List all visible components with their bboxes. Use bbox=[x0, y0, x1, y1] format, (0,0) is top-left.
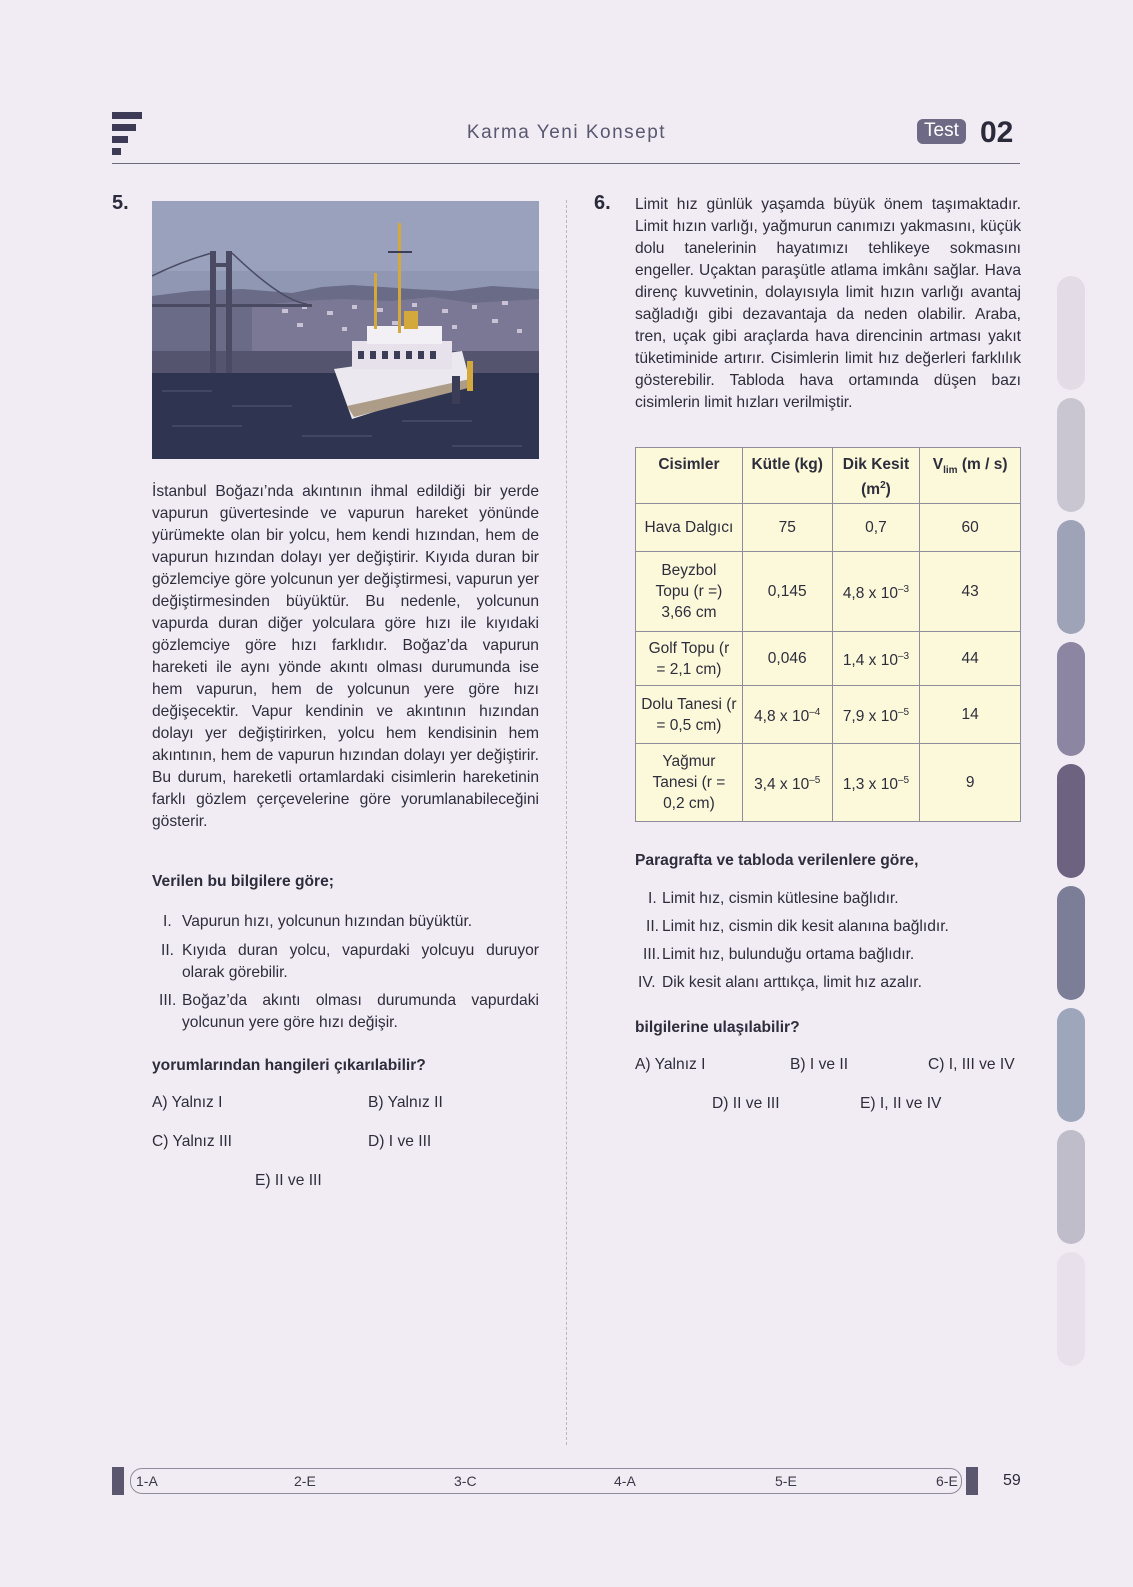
table-row bbox=[636, 504, 1021, 552]
table-header bbox=[920, 448, 1021, 504]
q6-option-d[interactable]: D) II ve III bbox=[712, 1095, 780, 1112]
table-cell-text: 4,8 x 10 bbox=[842, 585, 898, 603]
table-cell: Beyzbol Topu (r =) 3,66 cm bbox=[636, 552, 743, 632]
section-tab[interactable] bbox=[1057, 1252, 1085, 1366]
page-number: 59 bbox=[1003, 1472, 1021, 1489]
table-cell bbox=[832, 552, 920, 632]
q5-statement-3: Boğaz’da akıntı olması durumunda vapurdaki yolcunun yere göre hızı değişir. bbox=[182, 992, 539, 1031]
table-cell-text: 1,4 x 10 bbox=[842, 652, 898, 670]
q6-statement-1-num: I. bbox=[648, 890, 657, 907]
table-cell: 44 bbox=[920, 632, 1021, 686]
table-cell: 0,145 bbox=[742, 552, 832, 632]
column-divider bbox=[566, 200, 567, 1445]
table-header-unit: (m / s) bbox=[961, 456, 1008, 473]
table-header: Dik Kesit $(m^2)$ bbox=[832, 448, 920, 504]
q5-statement-1-num: I. bbox=[163, 913, 172, 930]
q6-statement-3: Limit hız, bulunduğu ortama bağlıdır. bbox=[662, 946, 915, 963]
q5-statement-3-num: III. bbox=[159, 992, 177, 1009]
exponent: –5 bbox=[897, 706, 910, 718]
table-cell-text: 4,8 x 10 bbox=[754, 708, 810, 726]
q5-option-a[interactable]: A) Yalnız I bbox=[152, 1094, 223, 1111]
q5-option-e[interactable]: E) II ve III bbox=[255, 1172, 322, 1189]
q5-statement-1: Vapurun hızı, yolcunun hızından büyüktür. bbox=[182, 913, 473, 930]
exponent: –3 bbox=[897, 650, 910, 662]
answer-item: 2-E bbox=[294, 1473, 316, 1489]
q5-statement-2-num: II. bbox=[161, 942, 174, 959]
table-row bbox=[636, 632, 1021, 686]
section-tab[interactable] bbox=[1057, 1130, 1085, 1244]
q6-lead: Paragrafta ve tabloda verilenlere göre, bbox=[635, 852, 919, 869]
table-cell: Golf Topu (r = 2,1 cm) bbox=[636, 632, 743, 686]
section-tab[interactable] bbox=[1057, 642, 1085, 756]
q5-option-d[interactable]: D) I ve III bbox=[368, 1133, 432, 1150]
q5-question: yorumlarından hangileri çıkarılabilir? bbox=[152, 1057, 426, 1074]
header-divider bbox=[112, 163, 1020, 164]
question-number: 5. bbox=[112, 192, 129, 214]
ferry-bridge-photo bbox=[152, 201, 539, 459]
table-header: Cisimler bbox=[636, 448, 743, 504]
table-header-sub: lim bbox=[943, 465, 958, 477]
table-cell-text: 7,9 x 10 bbox=[842, 708, 898, 726]
q5-option-c[interactable]: C) Yalnız III bbox=[152, 1133, 233, 1150]
table-cell bbox=[832, 686, 920, 744]
limit-speed-table bbox=[635, 447, 1021, 822]
table-cell: 60 bbox=[920, 504, 1021, 552]
q6-option-e[interactable]: E) I, II ve IV bbox=[860, 1095, 942, 1112]
table-header-text: V bbox=[932, 456, 944, 473]
table-cell: 0,046 bbox=[742, 632, 832, 686]
table-cell bbox=[832, 632, 920, 686]
q6-paragraph: Limit hız günlük yaşamda büyük önem taşımaktadır. Limit hızın varlığı, yağmurun canımızı yakmasını, küçük dolu tanelerinin hayatımızı tehlikeye sokmasını engeller. Uçaktan paraşütle atlama imkânı sağlar. Hava direnç kuvvetinin, dolayısıyla limit hızın varlığı avantaj sağladığı gibi dezavantaja da neden olabilir. Araba, tren, uçak gibi araçlarda hava direncinin artması yakıt tüketiminide artırır. Cisimlerin limit hız değerleri farklılık gösterebilir. Tabloda hava ortamında düşen bazı cisimlerin limit hızları verilmiştir. bbox=[635, 196, 1021, 411]
q6-question: bilgilerine ulaşılabilir? bbox=[635, 1019, 800, 1036]
q6-statement-3-num: III. bbox=[643, 946, 661, 963]
q6-statement-2-num: II. bbox=[646, 918, 659, 935]
table-cell bbox=[742, 686, 832, 744]
table-cell: 0,7 bbox=[832, 504, 920, 552]
q5-lead: Verilen bu bilgilere göre; bbox=[152, 873, 334, 890]
table-cell: 9 bbox=[920, 744, 1021, 822]
page-title: Karma Yeni Konsept bbox=[466, 122, 667, 143]
section-tab[interactable] bbox=[1057, 398, 1085, 512]
q6-statement-2: Limit hız, cismin dik kesit alanına bağlıdır. bbox=[662, 918, 949, 935]
table-header-text: Dik Kesit (m bbox=[842, 456, 910, 499]
section-tab[interactable] bbox=[1057, 764, 1085, 878]
q5-statement-2: Kıyıda duran yolcu, vapurdaki yolcuyu duruyor olarak görebilir. bbox=[182, 942, 539, 981]
table-cell bbox=[832, 744, 920, 822]
table-row bbox=[636, 686, 1021, 744]
exponent: –4 bbox=[809, 706, 821, 718]
q6-statement-1: Limit hız, cismin kütlesine bağlıdır. bbox=[662, 890, 899, 907]
exponent: –5 bbox=[809, 774, 821, 786]
table-cell: Yağmur Tanesi (r = 0,2 cm) bbox=[636, 744, 743, 822]
test-badge: Test bbox=[917, 119, 966, 144]
q6-statement-4-num: IV. bbox=[638, 974, 656, 991]
q6-option-b[interactable]: B) I ve II bbox=[790, 1056, 849, 1073]
q5-option-b[interactable]: B) Yalnız II bbox=[368, 1094, 443, 1111]
section-tab[interactable] bbox=[1057, 520, 1085, 634]
answer-item: 4-A bbox=[614, 1473, 636, 1489]
table-header: Kütle (kg) bbox=[742, 448, 832, 504]
exponent: –3 bbox=[897, 583, 910, 595]
section-tab[interactable] bbox=[1057, 276, 1085, 390]
table-row bbox=[636, 552, 1021, 632]
answer-item: 1-A bbox=[136, 1473, 158, 1489]
answer-key bbox=[112, 1467, 994, 1495]
table-cell-text: 1,3 x 10 bbox=[842, 776, 898, 794]
table-cell: Dolu Tanesi (r = 0,5 cm) bbox=[636, 686, 743, 744]
q6-option-c[interactable]: C) I, III ve IV bbox=[928, 1056, 1015, 1073]
section-tab[interactable] bbox=[1057, 886, 1085, 1000]
table-cell: Hava Dalgıcı bbox=[636, 504, 743, 552]
exponent: –5 bbox=[897, 774, 910, 786]
table-cell bbox=[742, 744, 832, 822]
answer-key-box bbox=[130, 1468, 962, 1494]
question-number: 6. bbox=[594, 192, 611, 214]
table-cell-text: 3,4 x 10 bbox=[754, 776, 810, 794]
q5-paragraph: İstanbul Boğazı’nda akıntının ihmal edildiği bir yerde vapurun güvertesinde ve vapurun hareket yönünde yürümekte olan bir yolcu, hem kendi hızından, hem de vapurun hızından dolayı yer değiştirir. Kıyıda duran bir gözlemciye göre yolcunun yer değiştirmesi, vapurun yer değiştirmesinden büyüktür. Bu nedenle, yolcunun vapurda duran diğer yolculara göre hızı ile kıyıdaki gözlemciye göre hızı farklıdır. Boğaz’da vapurun hareketi ile aynı yönde akıntı olması durumunda ise hem vapurun, hem de yolcunun yere göre hızı değişecektir. Vapur kendinin ve akıntının hızından dolayı yer değiştirirken, yolcu hem kendisinin hem akıntının, hem de vapurun hızından dolayı yer değiştirir. Bu durum, hareketli ortamlardaki cisimlerin hareketinin farklı gözlem çerçevelerine göre yorumlanabileceğini gösterir. bbox=[152, 483, 539, 830]
section-tab[interactable] bbox=[1057, 1008, 1085, 1122]
answer-item: 6-E bbox=[936, 1473, 958, 1489]
answer-key-bar-right bbox=[966, 1467, 978, 1495]
table-cell: 14 bbox=[920, 686, 1021, 744]
q6-statement-4: Dik kesit alanı arttıkça, limit hız azalır. bbox=[662, 974, 922, 991]
table-row bbox=[636, 744, 1021, 822]
answer-item: 3-C bbox=[454, 1473, 477, 1489]
test-number: 02 bbox=[980, 116, 1014, 149]
answer-item: 5-E bbox=[775, 1473, 797, 1489]
answer-key-bar-left bbox=[112, 1467, 124, 1495]
table-cell: 43 bbox=[920, 552, 1021, 632]
table-cell: 75 bbox=[742, 504, 832, 552]
q6-option-a[interactable]: A) Yalnız I bbox=[635, 1056, 706, 1073]
table-header-row bbox=[636, 448, 1021, 504]
